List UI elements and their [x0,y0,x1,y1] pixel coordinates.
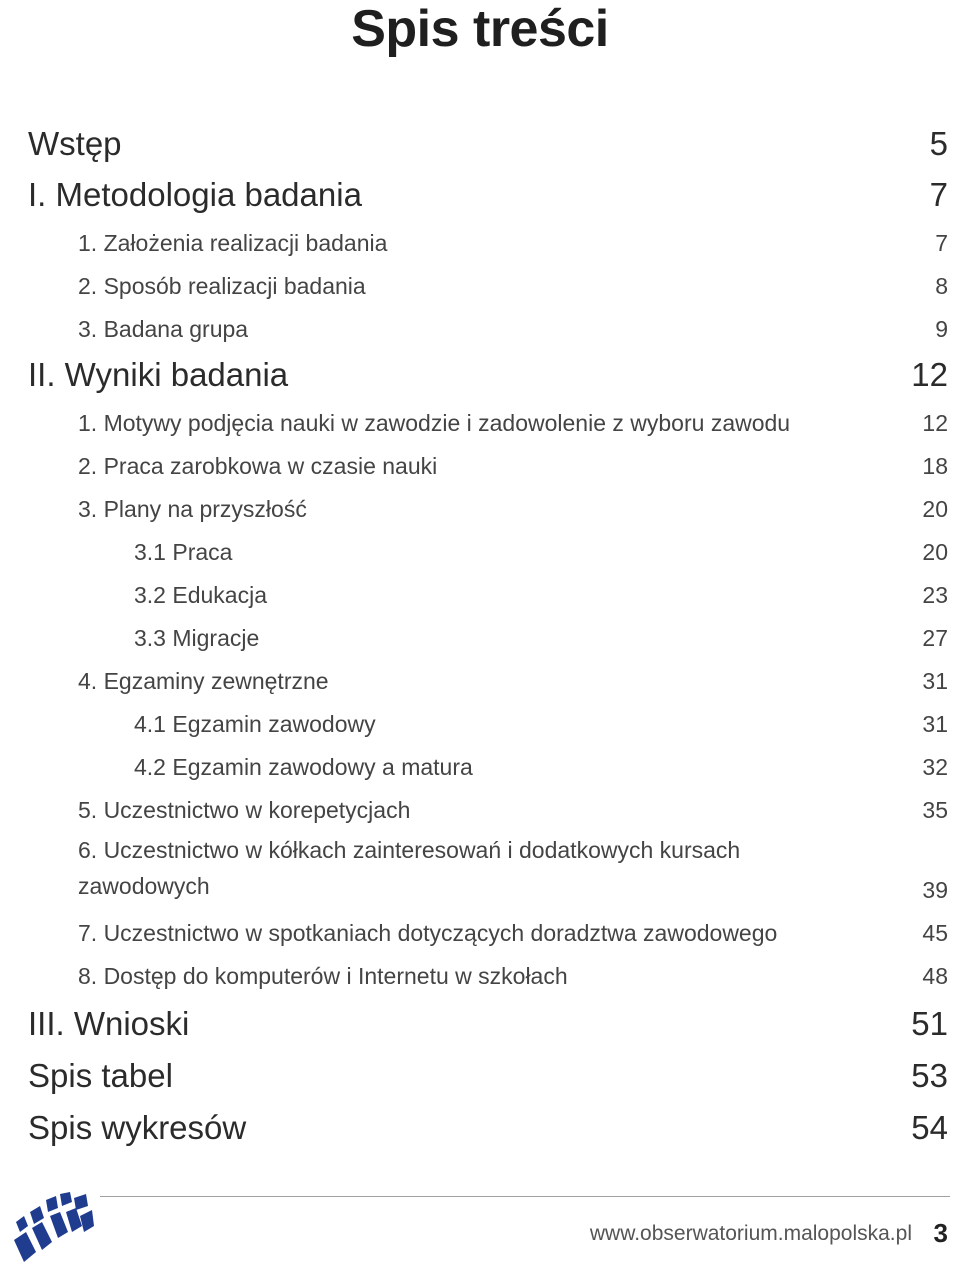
toc-page-number: 5 [929,125,948,162]
toc-entry-spis-tabel[interactable] [28,1050,948,1102]
table-of-contents [28,120,948,1154]
toc-page-number: 23 [922,582,948,608]
toc-entry-wstep[interactable] [28,120,948,171]
toc-label: II. Wyniki badania [28,356,289,393]
toc-label: Spis tabel [28,1057,173,1094]
toc-label: I. Metodologia badania [28,176,362,213]
toc-page-number: 9 [935,316,948,342]
toc-entry-w3[interactable] [28,488,948,531]
toc-page-number: 32 [922,754,948,780]
toc-page-number: 53 [911,1057,948,1094]
toc-label: 1. Założenia realizacji badania [78,230,388,256]
toc-label: 4.1 Egzamin zawodowy [134,711,376,737]
toc-page-number: 31 [922,711,948,737]
toc-label: 6. Uczestnictwo w kółkach zainteresowań i dodatkowych kursach zawodowych [78,837,741,899]
toc-page-number: 35 [922,797,948,823]
footer-page-number: 3 [933,1218,948,1248]
toc-entry-m3[interactable] [28,308,948,351]
toc-page-number: 8 [935,273,948,299]
toc-entry-wnioski[interactable] [28,998,948,1050]
toc-entry-w7[interactable] [28,912,948,955]
toc-label: 2. Sposób realizacji badania [78,273,366,299]
toc-page-number: 7 [929,176,948,213]
toc-label: Spis wykresów [28,1109,247,1146]
toc-label: 2. Praca zarobkowa w czasie nauki [78,453,438,479]
toc-label: 4. Egzaminy zewnętrzne [78,668,329,694]
toc-page-number: 7 [935,230,948,256]
toc-entry-w42[interactable] [28,746,948,789]
toc-page-number: 20 [922,539,948,565]
page-title: Spis treści [351,0,609,58]
toc-label: 3.2 Edukacja [134,582,267,608]
toc-page-number: 12 [911,356,948,393]
toc-label: 8. Dostęp do komputerów i Internetu w szkołach [78,963,568,989]
toc-page-number: 12 [922,410,948,436]
toc-label: 7. Uczestnictwo w spotkaniach dotyczących doradztwa zawodowego [78,920,778,946]
toc-page-number: 45 [922,920,948,946]
toc-page-number: 54 [911,1109,948,1146]
toc-page-number: 20 [922,496,948,522]
toc-entry-w41[interactable] [28,703,948,746]
toc-label: 1. Motywy podjęcia nauki w zawodzie i zadowolenie z wyboru zawodu [78,410,791,436]
toc-entry-w8[interactable] [28,955,948,998]
toc-entry-wyniki[interactable] [28,351,948,402]
footer-divider [100,1196,950,1197]
toc-entry-w33[interactable] [28,617,948,660]
toc-label: III. Wnioski [28,1005,190,1042]
toc-entry-w2[interactable] [28,445,948,488]
footer-website-url[interactable]: www.obserwatorium.malopolska.pl [589,1222,912,1245]
toc-label: 3.3 Migracje [134,625,260,651]
toc-entry-spis-wykresow[interactable] [28,1102,948,1154]
toc-page-number: 39 [922,877,948,903]
toc-label: 3. Plany na przyszłość [78,496,307,522]
toc-page-number: 27 [922,625,948,651]
toc-label: 4.2 Egzamin zawodowy a matura [134,754,473,780]
toc-entry-w4[interactable] [28,660,948,703]
toc-entry-m1[interactable] [28,222,948,265]
toc-label: Wstęp [28,125,122,162]
toc-entry-w32[interactable] [28,574,948,617]
toc-entry-metodologia[interactable] [28,171,948,222]
toc-page-number: 18 [922,453,948,479]
toc-page-number: 48 [922,963,948,989]
toc-entry-m2[interactable] [28,265,948,308]
toc-label: 3.1 Praca [134,539,233,565]
toc-entry-w31[interactable] [28,531,948,574]
toc-label: 5. Uczestnictwo w korepetycjach [78,797,411,823]
toc-entry-w6[interactable] [28,832,948,912]
obserwatorium-logo-icon [10,1192,96,1264]
toc-entry-w5[interactable] [28,789,948,832]
toc-page-number: 51 [911,1005,948,1042]
toc-page-number: 31 [922,668,948,694]
toc-label: 3. Badana grupa [78,316,249,342]
toc-entry-w1[interactable] [28,402,948,445]
